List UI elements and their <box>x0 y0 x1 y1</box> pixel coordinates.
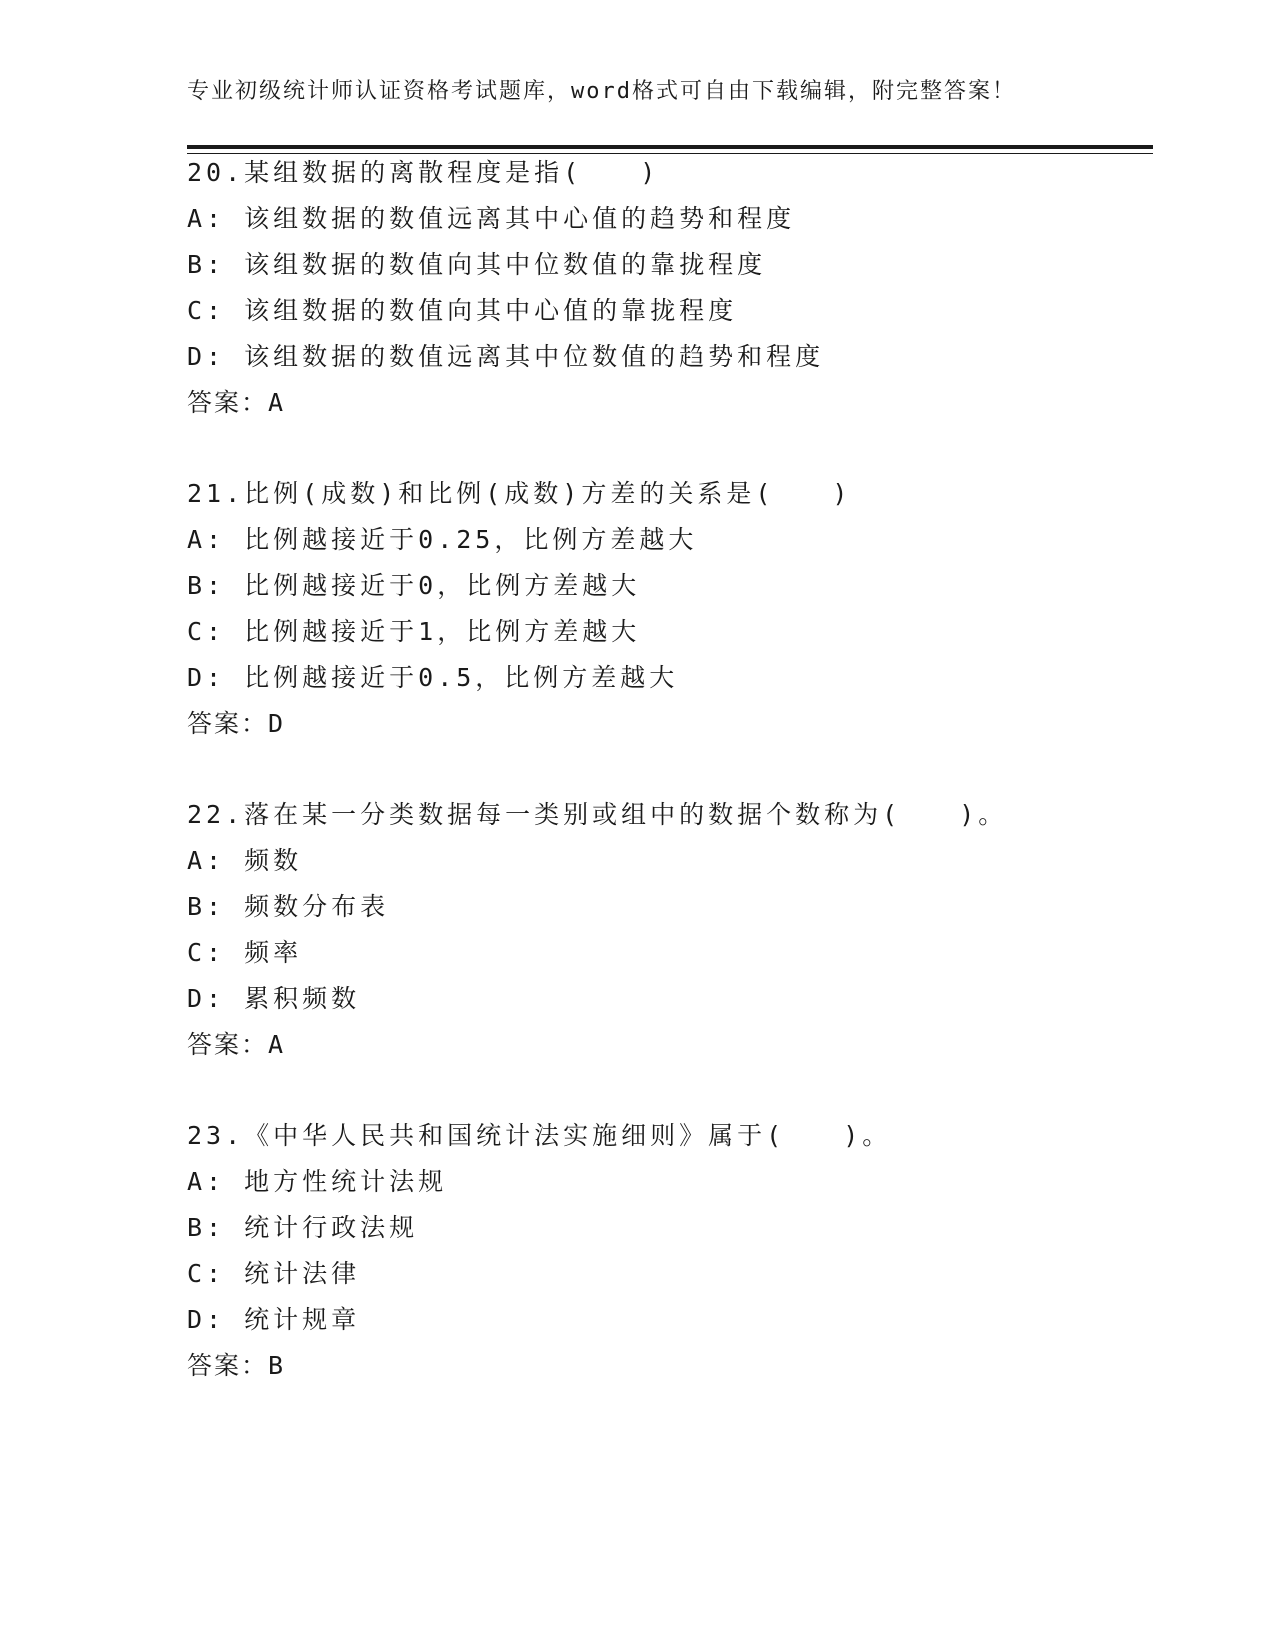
answer-label: 答案： <box>187 709 269 738</box>
page-header: 专业初级统计师认证资格考试题库，word格式可自由下载编辑，附完整答案！ <box>187 79 1016 104</box>
option-d: D: 该组数据的数值远离其中位数值的趋势和程度 <box>187 342 825 371</box>
answer-value: B <box>268 1351 284 1380</box>
question-stem: 23.《中华人民共和国统计法实施细则》属于( )。 <box>187 1121 892 1150</box>
option-c: C: 频率 <box>187 938 303 967</box>
option-c: C: 该组数据的数值向其中心值的靠拢程度 <box>187 296 738 325</box>
option-b: B: 该组数据的数值向其中位数值的靠拢程度 <box>187 250 767 279</box>
option-a: A: 地方性统计法规 <box>187 1167 448 1196</box>
question-stem: 22.落在某一分类数据每一类别或组中的数据个数称为( )。 <box>187 800 1008 829</box>
option-c: C: 统计法律 <box>187 1259 361 1288</box>
question-stem: 21.比例(成数)和比例(成数)方差的关系是( ) <box>187 479 852 508</box>
question-stem: 20.某组数据的离散程度是指( ) <box>187 158 660 187</box>
option-c: C: 比例越接近于1，比例方差越大 <box>187 617 641 646</box>
answer-line <box>187 701 851 747</box>
option-a: A: 比例越接近于0.25，比例方差越大 <box>187 525 698 554</box>
question-20 <box>187 150 824 426</box>
answer-line <box>187 380 824 426</box>
question-22 <box>187 792 1007 1068</box>
option-a: A: 频数 <box>187 846 303 875</box>
answer-line <box>187 1343 891 1389</box>
answer-label: 答案： <box>187 388 269 417</box>
answer-label: 答案： <box>187 1030 269 1059</box>
option-d: D: 累积频数 <box>187 984 361 1013</box>
option-d: D: 比例越接近于0.5，比例方差越大 <box>187 663 679 692</box>
answer-value: A <box>268 1030 284 1059</box>
question-21 <box>187 471 851 747</box>
answer-label: 答案： <box>187 1351 269 1380</box>
option-d: D: 统计规章 <box>187 1305 361 1334</box>
answer-line <box>187 1022 1007 1068</box>
option-b: B: 统计行政法规 <box>187 1213 419 1242</box>
question-23 <box>187 1113 891 1389</box>
answer-value: D <box>268 709 284 738</box>
option-a: A: 该组数据的数值远离其中心值的趋势和程度 <box>187 204 796 233</box>
answer-value: A <box>268 388 284 417</box>
header-rule-thick <box>187 145 1153 149</box>
option-b: B: 比例越接近于0，比例方差越大 <box>187 571 641 600</box>
option-b: B: 频数分布表 <box>187 892 390 921</box>
